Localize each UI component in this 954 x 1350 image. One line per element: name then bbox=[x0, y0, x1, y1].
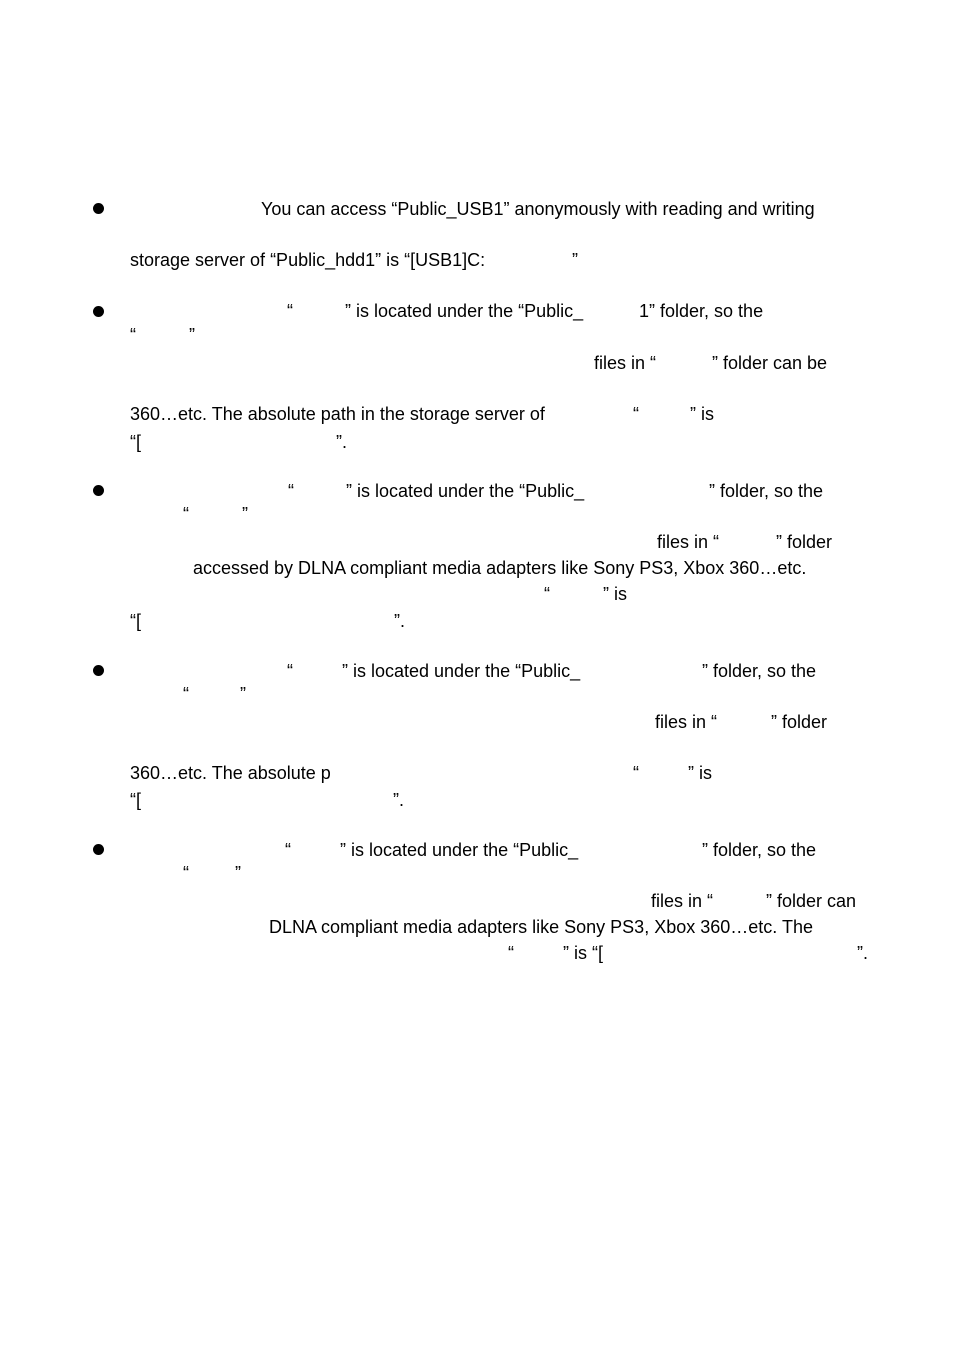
text-fragment: ” folder bbox=[776, 532, 833, 552]
text-fragment: files in “ bbox=[651, 891, 714, 911]
text-fragment: ”. bbox=[393, 790, 404, 810]
text-fragment: ” folder can be bbox=[712, 353, 828, 373]
text-fragment: “ bbox=[544, 584, 550, 604]
text-fragment: “ bbox=[287, 661, 293, 681]
text-fragment: “ bbox=[183, 863, 189, 883]
bullet-icon bbox=[93, 203, 104, 214]
text-fragment: ” bbox=[572, 250, 578, 270]
text-fragment: ” is bbox=[688, 763, 712, 783]
bullet-icon bbox=[93, 844, 104, 855]
text-fragment: accessed by DLNA compliant media adapters like Sony PS3, Xbox 360…etc. bbox=[193, 558, 807, 578]
text-fragment: “[ bbox=[130, 611, 141, 631]
text-fragment: ”. bbox=[394, 611, 405, 631]
text-fragment: “ bbox=[287, 301, 293, 321]
text-fragment: files in “ bbox=[657, 532, 720, 552]
text-fragment: 360…etc. The absolute p bbox=[130, 763, 331, 783]
text-fragment: files in “ bbox=[594, 353, 657, 373]
bullet-icon bbox=[93, 485, 104, 496]
text-fragment: ” folder bbox=[771, 712, 828, 732]
text-fragment: ” is located under the “Public_ bbox=[340, 840, 579, 860]
text-fragment: ” is located under the “Public_ bbox=[346, 481, 585, 501]
text-fragment: ” is bbox=[603, 584, 627, 604]
text-fragment: “ bbox=[285, 840, 291, 860]
text-fragment: “ bbox=[183, 684, 189, 704]
text-fragment: storage server of “Public_hdd1” is “[USB1]C: bbox=[130, 250, 486, 270]
text-fragment: ” bbox=[235, 863, 241, 883]
text-fragment: ” is “[ bbox=[563, 943, 603, 963]
text-fragment: “[ bbox=[130, 790, 141, 810]
text-fragment: ”. bbox=[857, 943, 868, 963]
text-fragment: “ bbox=[288, 481, 294, 501]
text-fragment: ” bbox=[240, 684, 246, 704]
bullet-icon bbox=[93, 306, 104, 317]
text-fragment: ” is located under the “Public_ bbox=[345, 301, 584, 321]
text-fragment: ” bbox=[189, 325, 195, 345]
text-fragment: “[ bbox=[130, 432, 141, 452]
text-fragment: ”. bbox=[336, 432, 347, 452]
text-fragment: “ bbox=[130, 325, 136, 345]
text-fragment: “ bbox=[633, 404, 639, 424]
text-fragment: 1” folder, so the bbox=[639, 301, 764, 321]
text-fragment: “ bbox=[508, 943, 514, 963]
text-fragment: You can access “Public_USB1” anonymously with reading and writing bbox=[261, 199, 815, 219]
text-fragment: ” folder, so the bbox=[702, 661, 817, 681]
text-fragment: ” folder, so the bbox=[702, 840, 817, 860]
text-fragment: ” is located under the “Public_ bbox=[342, 661, 581, 681]
text-fragment: ” folder can bbox=[766, 891, 857, 911]
text-fragment: DLNA compliant media adapters like Sony PS3, Xbox 360…etc. The bbox=[269, 917, 813, 937]
text-fragment: ” folder, so the bbox=[709, 481, 824, 501]
text-fragment: ” bbox=[242, 504, 248, 524]
bullet-icon bbox=[93, 665, 104, 676]
text-fragment: 360…etc. The absolute path in the storage server of bbox=[130, 404, 545, 424]
text-fragment: “ bbox=[633, 763, 639, 783]
text-fragment: files in “ bbox=[655, 712, 718, 732]
text-fragment: ” is bbox=[690, 404, 714, 424]
text-fragment: “ bbox=[183, 504, 189, 524]
